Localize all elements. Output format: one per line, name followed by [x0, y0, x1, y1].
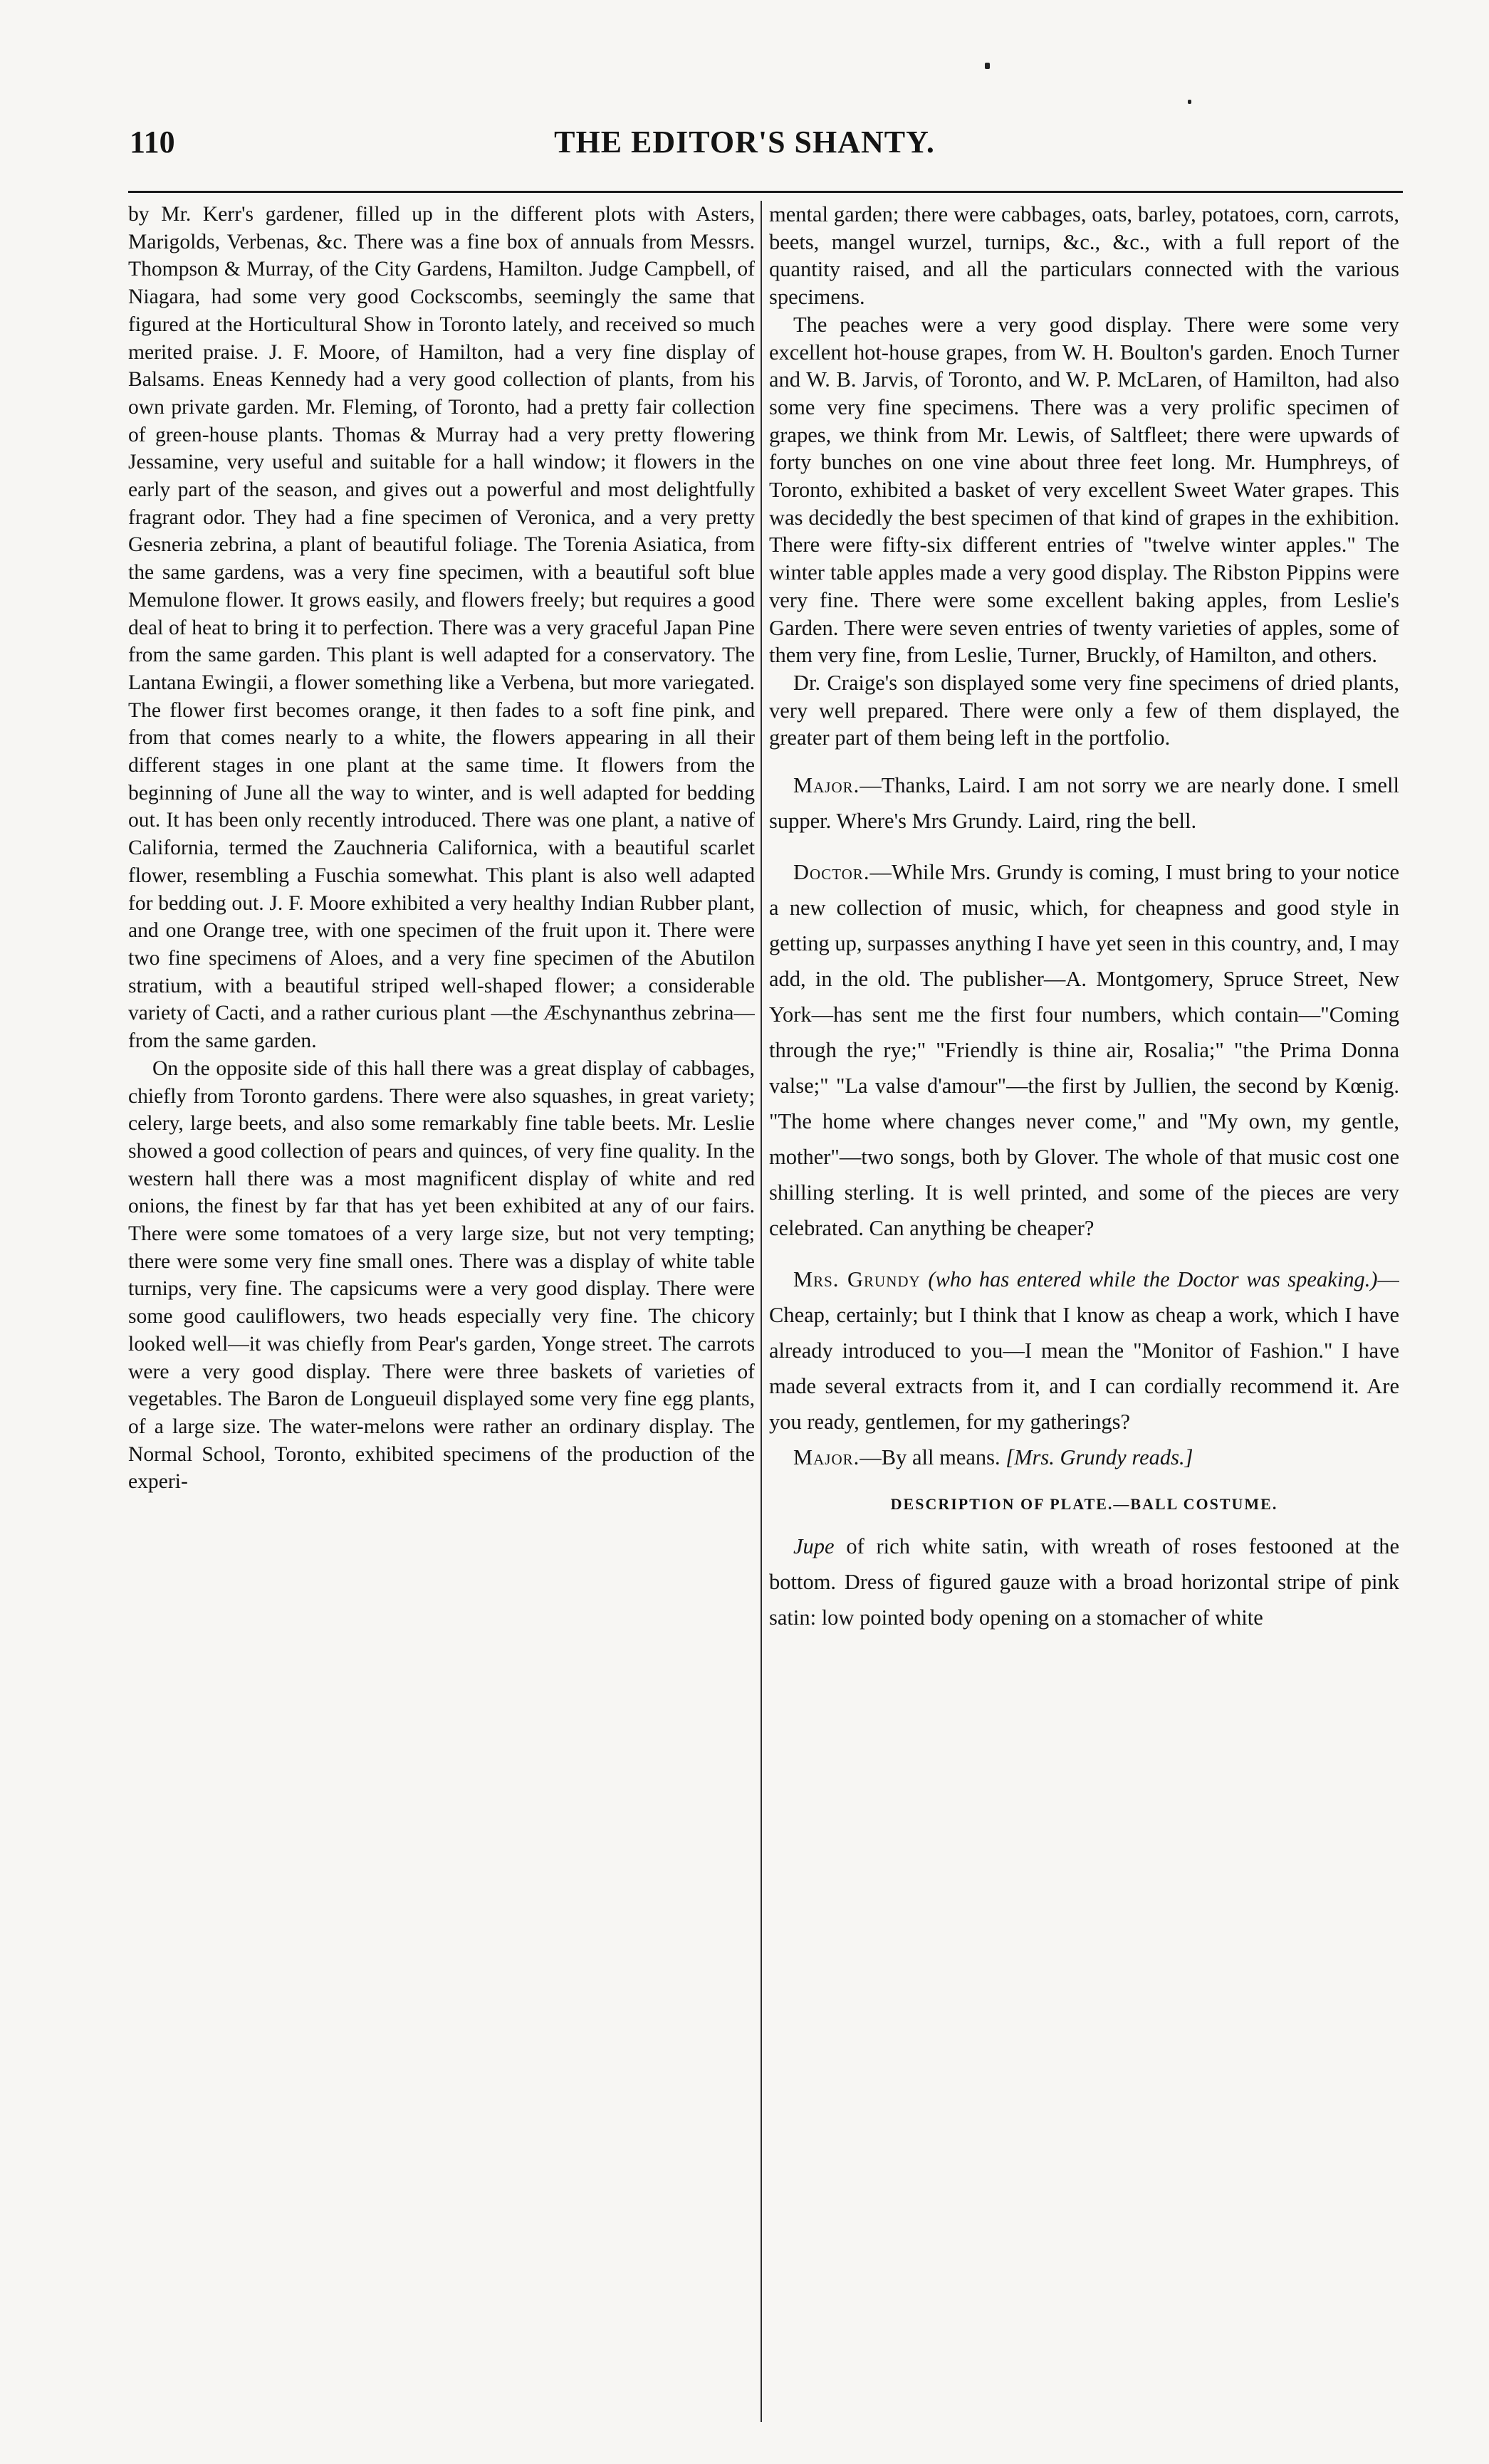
speech-text: —While Mrs. Grundy is coming, I must bring to your notice a new collection of music, which, for cheapness and good style in getting up, surpasses anything I have yet seen in this country, and, I may add, in the old. The publisher—A. Montgomery, Spruce Street, New York—has sent me the first four numbers, which contain—"Coming through the rye;" "Friendly is thine air, Rosalia;" "the Prima Donna valse;" "La valse d'amour"—the first by Jullien, the second by Kœnig. "The home where changes never come," and "My own, my gentle, mother"—two songs, both by Glover. The whole of that music cost one shilling sterling. It is well printed, and some of the pieces are very celebrated. Can anything be cheaper?: [769, 860, 1399, 1241]
speech-text: —Thanks, Laird. I am not sorry we are nearly done. I smell supper. Where's Mrs Grundy. Laird, ring the bell.: [769, 773, 1399, 834]
plate-text: of rich white satin, with wreath of roses festooned at the bottom. Dress of figured gauze with a broad horizontal stripe of pink satin: low pointed body opening on a stomacher of white: [769, 1534, 1399, 1630]
stage-direction: (who has entered while the Doctor was speaking.): [928, 1267, 1378, 1292]
speaker-name: Major.: [793, 1445, 860, 1470]
speaker-name: Doctor.: [793, 860, 870, 885]
right-paragraph-3: Dr. Craige's son displayed some very fine specimens of dried plants, very well prepared. There were only a few of them displayed, the greater part of them being left in the portfolio.: [769, 670, 1399, 750]
speech-text: —By all means.: [860, 1445, 1000, 1470]
left-paragraph-2: On the opposite side of this hall there was a great display of cabbages, chiefly from Toronto gardens. There were also squashes, in great variety; celery, large beets, and also some remarkably fine table beets. Mr. Leslie showed a good collection of pears and quinces, of very fine quality. In the western hall there was a most magnificent display of white and red onions, the finest by far that has yet been exhibited at any of our fairs. There were some tomatoes of a very large size, but not very tempting; there were some very fine small ones. There was a display of white table turnips, very fine. The capsicums were a very good display. There were some good cauliflowers, two heads especially very fine. The chicory looked well—it was chiefly from Pear's garden, Yonge street. The carrots were a very good display. There were three baskets of varieties of vegetables. The Baron de Longueuil displayed some very fine egg plants, of a large size. The water-melons were rather an ordinary display. The Normal School, Toronto, exhibited specimens of the production of the experi-: [128, 1057, 755, 1494]
plate-description: [769, 1529, 1399, 1635]
ink-speck: [985, 63, 990, 69]
stage-direction: [Mrs. Grundy reads.]: [1005, 1445, 1193, 1470]
header-rule: [128, 191, 1403, 193]
plate-lead-word: Jupe: [793, 1534, 835, 1558]
right-paragraph-1: mental garden; there were cabbages, oats, barley, potatoes, corn, carrots, beets, mangel wurzel, turnips, &c., &c., with a full report of the quantity raised, and all the particulars connected with the various specimens.: [769, 202, 1399, 310]
dialogue-major-2: [769, 1440, 1399, 1475]
running-title: THE EDITOR'S SHANTY.: [554, 125, 935, 159]
dialogue-grundy: [769, 1262, 1399, 1440]
ink-speck: [1188, 100, 1191, 104]
right-column: [769, 201, 1399, 2422]
left-column: [128, 201, 755, 2422]
plate-heading: DESCRIPTION OF PLATE.—BALL COSTUME.: [890, 1495, 1278, 1514]
speaker-name: Major.: [793, 773, 860, 798]
dialogue-doctor: [769, 854, 1399, 1246]
dialogue-major-1: [769, 767, 1399, 839]
left-paragraph-1: by Mr. Kerr's gardener, filled up in the different plots with Asters, Marigolds, Verbenas, &c. There was a fine box of annuals from Messrs. Thompson & Murray, of the City Gardens, Hamilton. Judge Campbell, of Niagara, had some very good Cockscombs, seemingly the same that figured at the Horticultural Show in Toronto lately, and received so much merited praise. J. F. Moore, of Hamilton, had a very fine display of Balsams. Eneas Kennedy had a very good collection of plants, from his own private garden. Mr. Fleming, of Toronto, had a pretty fair collection of green-house plants. Thomas & Murray had a very pretty flowering Jessamine, very useful and suitable for a hall window; it flowers in the early part of the season, and gives out a powerful and most delightfully fragrant odor. They had a fine specimen of Veronica, and a very pretty Gesneria zebrina, a plant of beautiful foliage. The Torenia Asiatica, from the same gardens, was a very fine specimen, with a beautiful soft blue Memulone flower. It grows easily, and flowers freely; but requires a good deal of heat to bring it to perfection. There was a very graceful Japan Pine from the same garden. This plant is well adapted for a conservatory. The Lantana Ewingii, a flower something like a Verbena, but more variegated. The flower first becomes orange, it then fades to a soft fine pink, and from that comes nearly to a white, the flowers appearing in all their different stages in one plant at the same time. It flowers from the beginning of June all the way to winter, and is well adapted for bedding out. It has been only recently introduced. There was one plant, a native of California, termed the Zauchneria Californica, with a beautiful scarlet flower, resembling a Fuschia somewhat. This plant is also well adapted for bedding out. J. F. Moore exhibited a very healthy Indian Rubber plant, and one Orange tree, with one specimen of the fruit upon it. There were two fine specimens of Aloes, and a very fine specimen of the Abutilon stratium, with a beautiful striped well-shaped flower; a considerable variety of Cacti, and a rather curious plant —the Æschynanthus zebrina—from the same garden.: [128, 203, 755, 1053]
speech-text: —Cheap, certainly; but I think that I know as cheap a work, which I have already introduced to you—I mean the "Monitor of Fashion." I have made several extracts from it, and I can cordially recommend it. Are you ready, gentlemen, for my gatherings?: [769, 1267, 1399, 1435]
speaker-name: Mrs. Grundy: [793, 1267, 921, 1292]
column-divider: [761, 201, 762, 2422]
page-number: 110: [130, 125, 175, 159]
right-paragraph-2: The peaches were a very good display. There were some very excellent hot-house grapes, from W. H. Boulton's garden. Enoch Turner and W. B. Jarvis, of Toronto, and W. P. McLaren, of Hamilton, had also some very fine specimens. There was a very prolific specimen of grapes, we think from Mr. Lewis, of Saltfleet; there were upwards of forty bunches on one vine about three feet long. Mr. Humphreys, of Toronto, exhibited a basket of very excellent Sweet Water grapes. This was decidedly the best specimen of that kind of grapes in the exhibition. There were fifty-six different entries of "twelve winter apples." The winter table apples made a very good display. The Ribston Pippins were very fine. There were some excellent baking apples, from Leslie's Garden. There were seven entries of twenty varieties of apples, some of them very fine, from Leslie, Turner, Bruckly, of Hamilton, and others.: [769, 312, 1399, 668]
